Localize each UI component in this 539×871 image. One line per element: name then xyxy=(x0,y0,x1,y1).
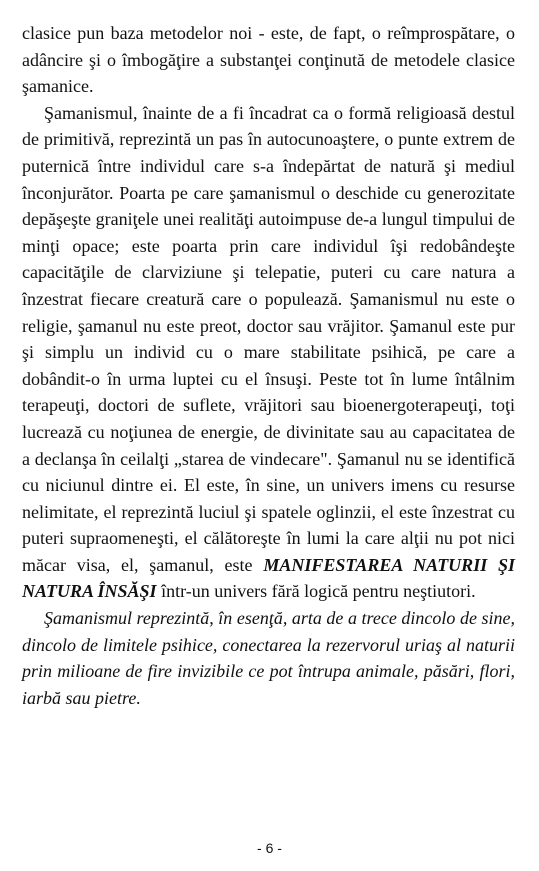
paragraph-italic-text: Şamanismul reprezintă, în esenţă, arta de a trece dincolo de sine, dincolo de limitele psihice, conectarea la rezervorul uriaş al naturii prin milioane de fire invizibile ce pot întrupa animale, păsări, flori, iarbă sau pietre. xyxy=(22,608,515,708)
paragraph-shamanism-definition xyxy=(22,100,515,605)
page-number: - 6 - xyxy=(257,840,282,856)
paragraph-text-before-emphasis: Şamanismul, înainte de a fi încadrat ca o formă religioasă destul de primitivă, reprezintă un pas în autocunoaştere, o punte extrem de puternică între individul care s-a îndepărtat de natură şi mediul înconjurător. Poarta pe care şamanismul o deschide cu generozitate depăşeşte graniţele unei realităţi autoimpuse de-a lungul timpului de minţi opace; este poarta prin care individul îşi redobândeşte capacităţile de clarviziune şi telepatie, puteri cu care natura a înzestrat fiecare creatură care o populează. Şamanismul nu este o religie, şamanul nu este preot, doctor sau vrăjitor. Şamanul este pur şi simplu un individ cu o mare stabilitate psihică, pe care a dobândit-o în urma luptei cu el însuşi. Peste tot în lume întâlnim terapeuţi, doctori de suflete, vrăjitori sau bioenergoterapeuţi, toţi lucrează cu noţiunea de energie, de divinitate sau au capacitatea de a declanşa în ceilalţi „starea de vindecare". Şamanul nu se identifică cu niciunul dintre ei. El este, în sine, un univers imens cu resurse nelimitate, el reprezintă luciul şi spatele oglinzii, el este înzestrat cu puteri supraomeneşti, el călătoreşte în lumi la care alţii nu pot nici măcar visa, el, şamanul, este xyxy=(22,102,515,575)
page-body-text xyxy=(22,20,515,711)
paragraph-italic-closing xyxy=(22,605,515,711)
paragraph-text-after-emphasis: într-un univers fără logică pentru neştiutori. xyxy=(156,581,476,602)
paragraph-continuation: clasice pun baza metodelor noi - este, de fapt, o reîmprospătare, o adâncire şi o îmbogăţire a substanţei conţinută de metodele clasice şamanice. xyxy=(22,23,515,97)
emphasized-phrase: MANIFESTAREA NATURII ŞI NATURA ÎNSĂŞI xyxy=(22,554,515,602)
